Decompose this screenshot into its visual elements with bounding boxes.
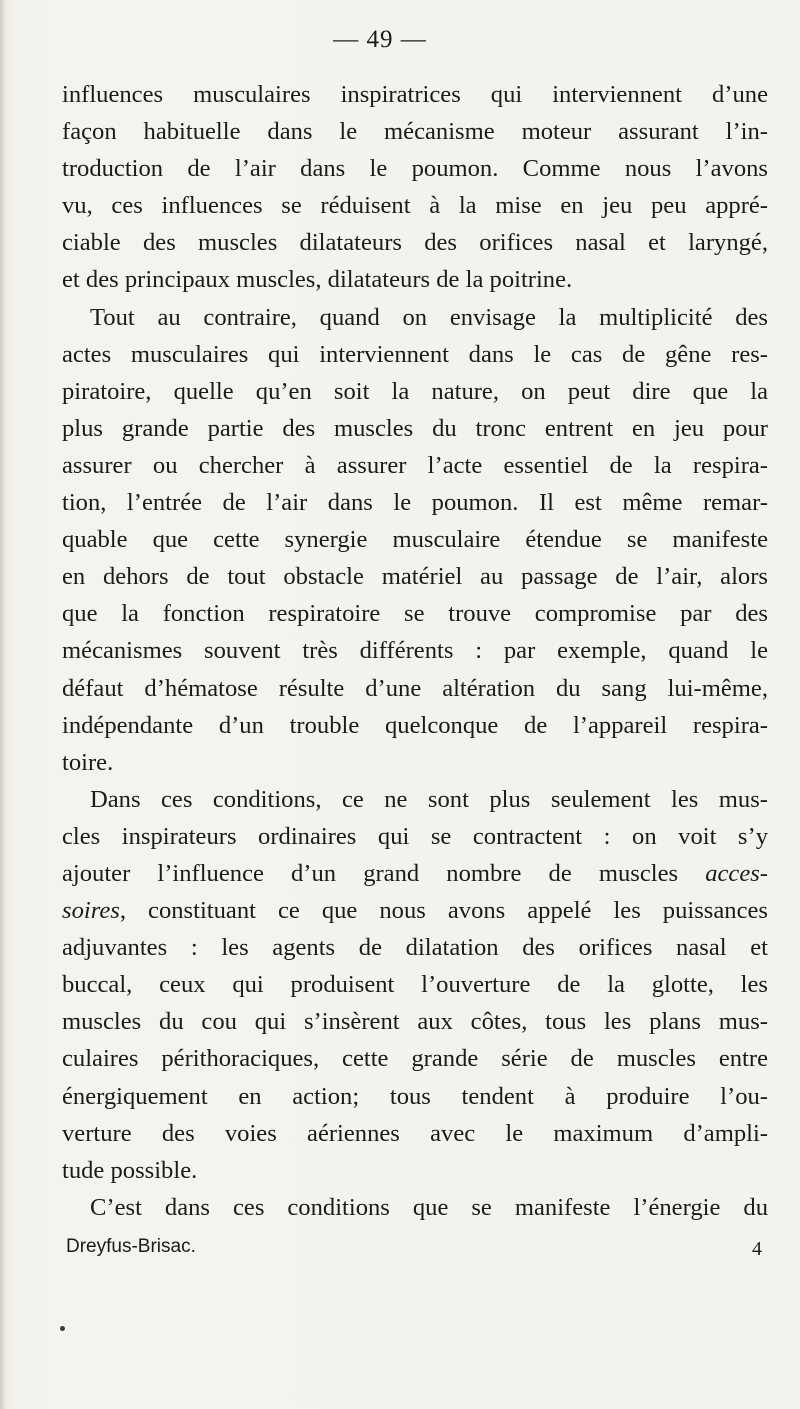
page-number: — 49 — (333, 26, 427, 53)
text-fragment: ajouter l’influence d’un grand nombre de muscles (62, 859, 679, 887)
body-text (62, 76, 768, 1226)
signature-mark: 4 (752, 1238, 762, 1260)
text-line: ciable des muscles dilatateurs des orifices nasal et laryngé, (62, 229, 768, 257)
footer-author: Dreyfus-Brisac. (66, 1236, 196, 1257)
ink-speck (60, 1326, 65, 1331)
text-line: quable que cette synergie musculaire étendue se manifeste (62, 526, 768, 554)
text-line: façon habituelle dans le mécanisme moteur assurant l’in- (62, 118, 768, 146)
text-line: mécanismes souvent très différents : par exemple, quand le (62, 637, 768, 665)
text-line: Tout au contraire, quand on envisage la multiplicité des (90, 303, 768, 331)
text-line: muscles du cou qui s’insèrent aux côtes, tous les plans mus- (62, 1008, 768, 1036)
text-line: verture des voies aériennes avec le maximum d’ampli- (62, 1119, 768, 1147)
text-line: troduction de l’air dans le poumon. Comme nous l’avons (62, 155, 768, 183)
text-line: adjuvantes : les agents de dilatation des orifices nasal et (62, 934, 768, 962)
text-line: Dans ces conditions, ce ne sont plus seulement les mus- (90, 785, 768, 813)
italic-word: acces- (705, 859, 768, 887)
text-line: toire. (62, 748, 114, 776)
text-line: tude possible. (62, 1156, 198, 1184)
text-line: énergiquement en action; tous tendent à produire l’ou- (62, 1082, 768, 1110)
text-line (62, 855, 768, 892)
text-line: piratoire, quelle qu’en soit la nature, on peut dire que la (62, 377, 768, 405)
page-footer (66, 1236, 762, 1258)
text-line: défaut d’hématose résulte d’une altération du sang lui-même, (62, 674, 768, 702)
text-line: tion, l’entrée de l’air dans le poumon. Il est même remar- (62, 489, 768, 517)
text-line: vu, ces influences se réduisent à la mise en jeu peu appré- (62, 192, 768, 220)
text-fragment: , constituant ce que nous avons appelé les puissances (119, 897, 768, 925)
text-line: cles inspirateurs ordinaires qui se contractent : on voit s’y (62, 822, 768, 850)
text-line: influences musculaires inspiratrices qui interviennent d’une (62, 81, 768, 108)
text-line (62, 892, 768, 929)
text-line: buccal, ceux qui produisent l’ouverture de la glotte, les (62, 971, 768, 999)
text-line: en dehors de tout obstacle matériel au passage de l’air, alors (62, 563, 768, 591)
text-line: plus grande partie des muscles du tronc entrent en jeu pour (62, 414, 768, 442)
text-line: C’est dans ces conditions que se manifeste l’énergie du (90, 1193, 768, 1221)
text-line: indépendante d’un trouble quelconque de l’appareil respira- (62, 711, 768, 739)
text-line: culaires périthoraciques, cette grande série de muscles entre (62, 1045, 768, 1073)
text-line: que la fonction respiratoire se trouve compromise par des (62, 600, 768, 628)
text-line: assurer ou chercher à assurer l’acte essentiel de la respira- (62, 451, 768, 479)
text-line: et des principaux muscles, dilatateurs de la poitrine. (62, 266, 573, 294)
text-line: actes musculaires qui interviennent dans le cas de gêne res- (62, 340, 768, 368)
italic-word: soires (62, 897, 120, 925)
page-edge-shadow (0, 0, 6, 1409)
